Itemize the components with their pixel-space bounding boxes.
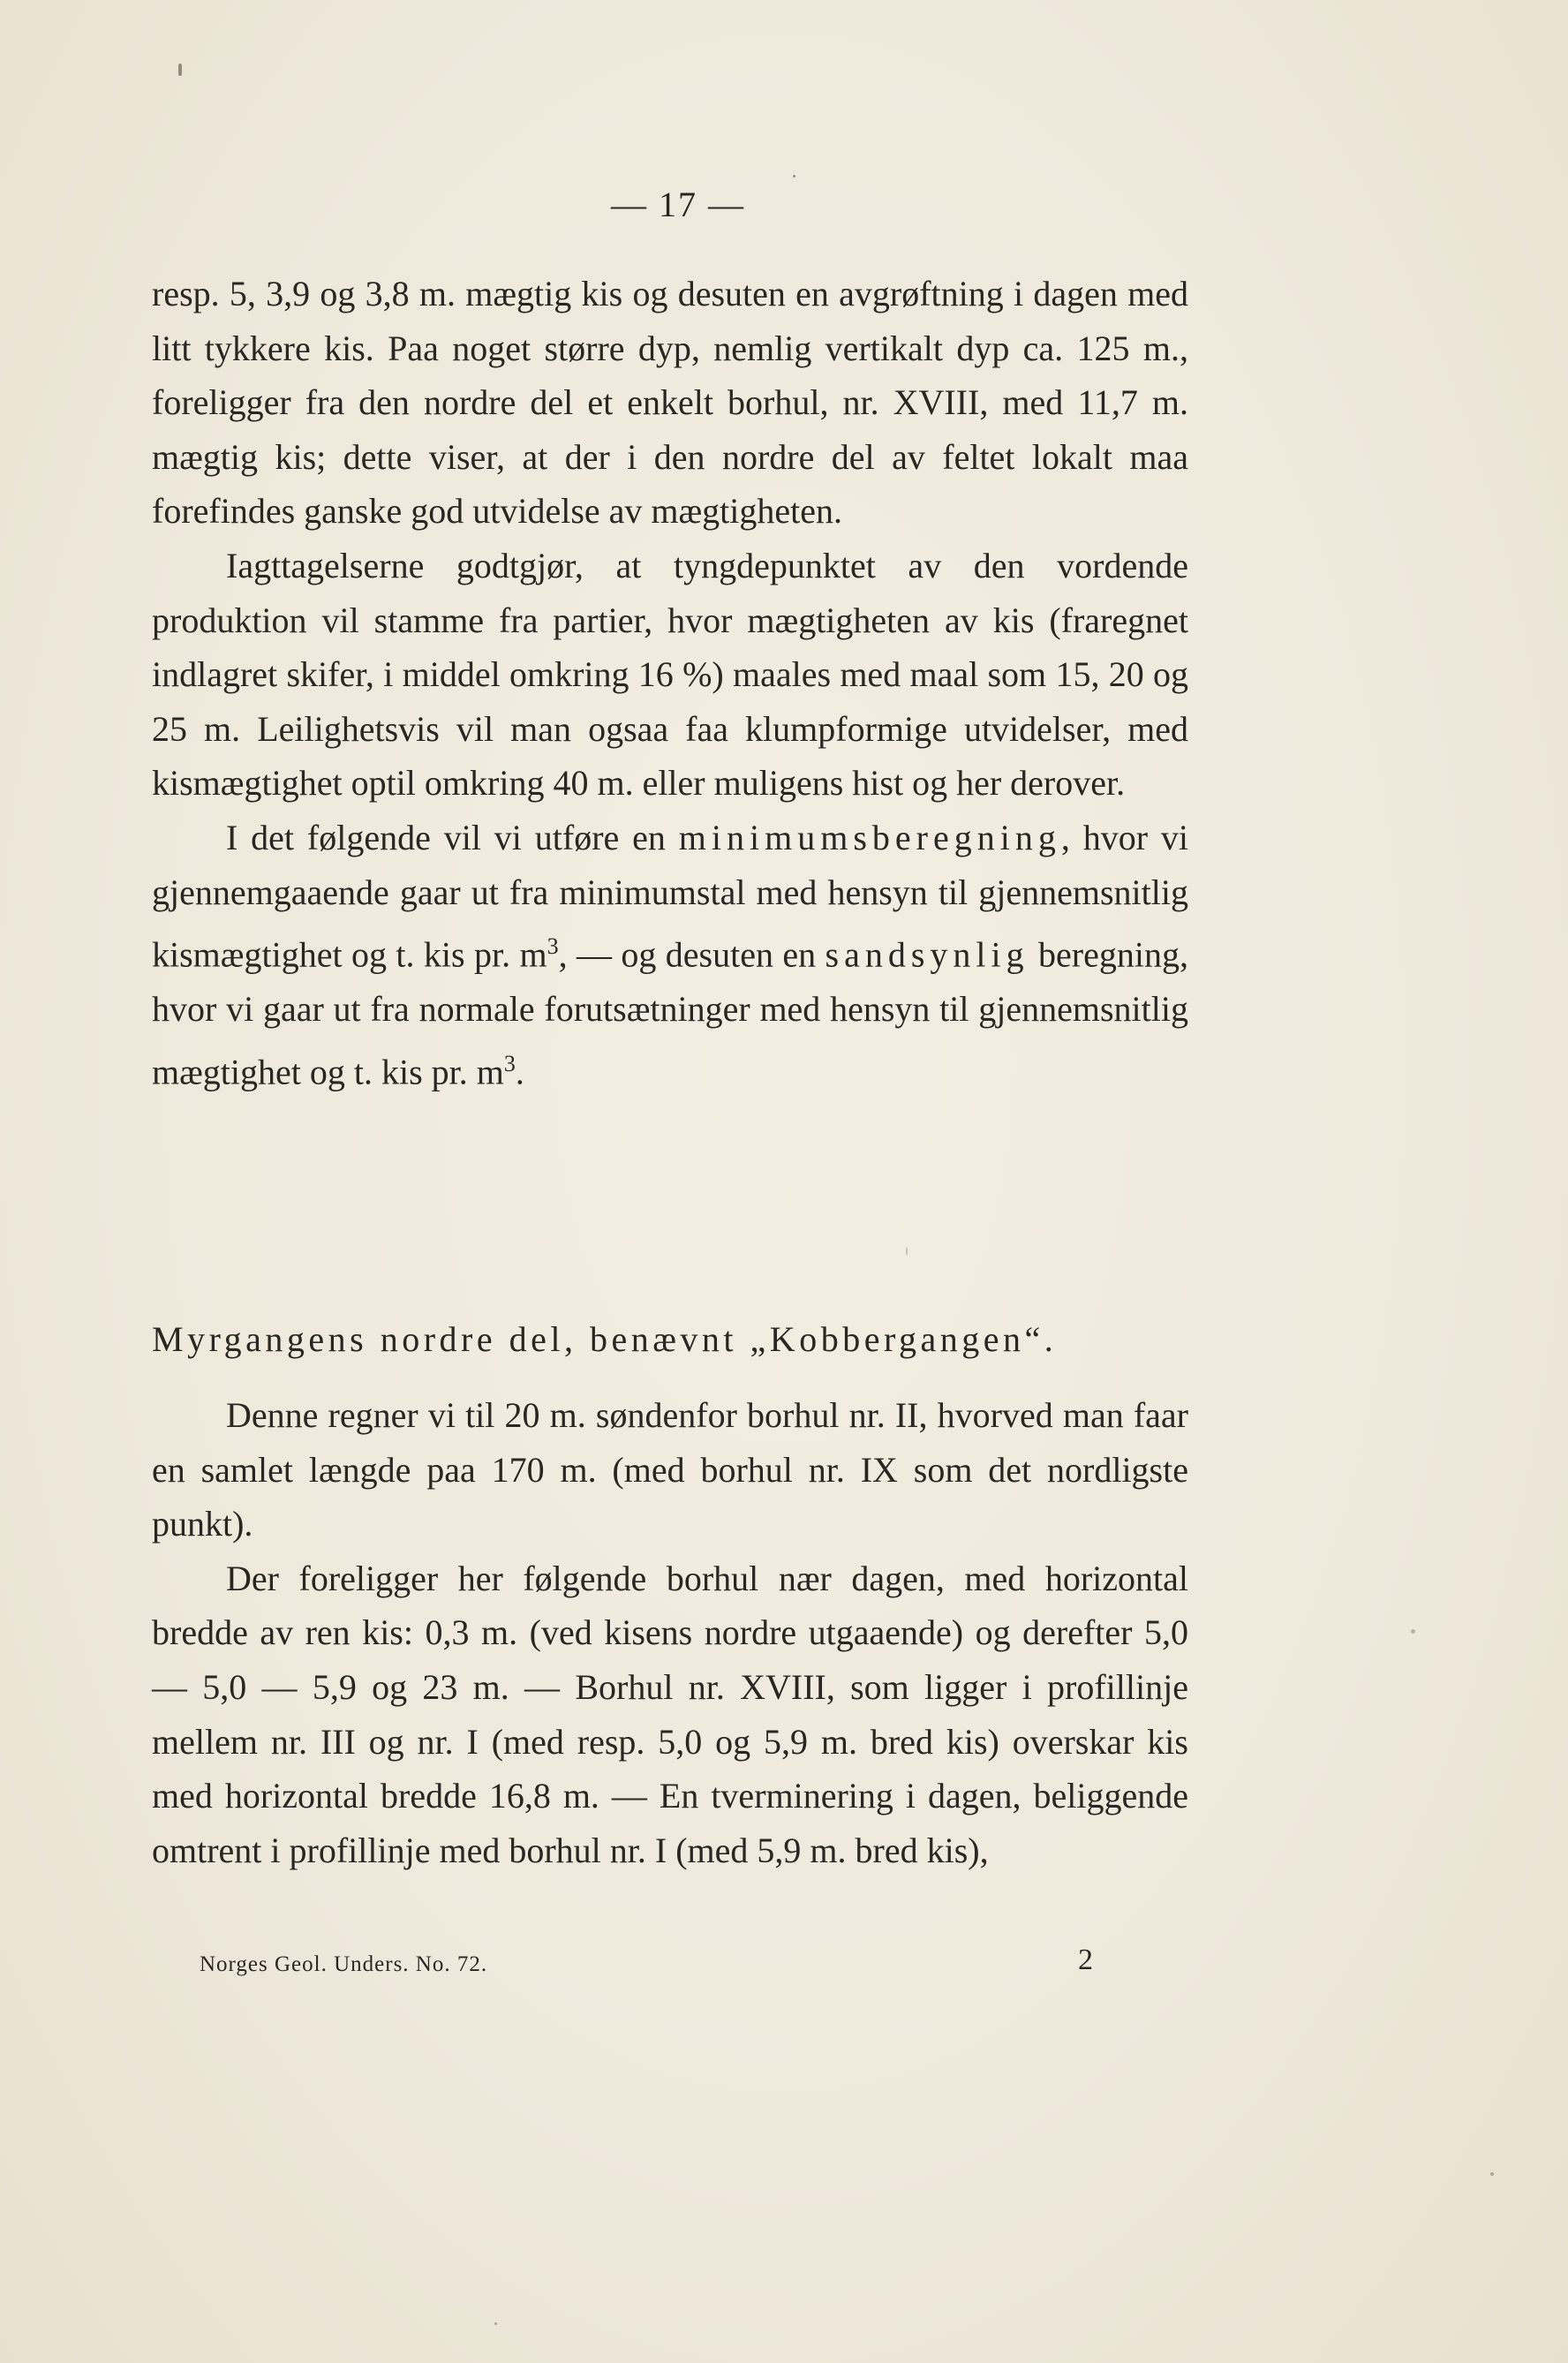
paragraph-5: Der foreligger her følgende borhul nær dagen, med horizontal bredde av ren kis: 0,3 m. (ved kisens nordre utgaaende) og derefter 5,0 — 5,0 — 5,9 og 23 m. — Borhul nr. XVIII, som ligger i profillinje mellem nr. III og nr. I (med resp. 5,0 og 5,9 m. bred kis) overskar kis med horizontal bredde 16,8 m. — En tverminering i dagen, beliggende omtrent i profillinje med borhul nr. I (med 5,9 m. bred kis),	[152, 1558, 1188, 1870]
paragraph-3-text-5: .	[515, 1051, 524, 1091]
page-number: — 17 —	[611, 185, 745, 224]
body-text-top	[152, 267, 1188, 1099]
paper-speck	[178, 64, 182, 76]
paragraph-3-text-4: beregning, hvor vi gaar ut fra normale forutsætninger med hensyn til gjennemsnitlig mægtighet og t. kis pr. m	[152, 934, 1188, 1091]
superscript-3-second: 3	[503, 1050, 516, 1076]
paper-speck	[906, 1247, 908, 1256]
paragraph-3	[152, 811, 1188, 1099]
paragraph-1: resp. 5, 3,9 og 3,8 m. mægtig kis og desuten en avgrøftning i dagen med litt tykkere kis. Paa noget større dyp, nemlig vertikalt dyp ca. 125 m., foreligger fra den nordre del et enkelt borhul, nr. XVIII, med 11,7 m. mægtig kis; dette viser, at der i den nordre del av feltet lokalt maa forefindes ganske god utvidelse av mægtigheten.	[152, 274, 1188, 532]
emphasis-minimumsberegning: minimumsberegning	[678, 817, 1061, 857]
paragraph-3-text-3: , — og desuten en	[558, 934, 825, 975]
paragraph-4: Denne regner vi til 20 m. søndenfor borhul nr. II, hvorved man faar en samlet længde paa 170 m. (med borhul nr. IX som det nordligste punkt).	[152, 1395, 1188, 1544]
paper-speck	[793, 175, 795, 177]
emphasis-sandsynlig: sandsynlig	[825, 934, 1029, 975]
footer-signature-mark: 2	[1078, 1944, 1093, 1976]
paper-speck	[494, 2322, 497, 2325]
paragraph-3-text-2: , hvor vi gjennemgaaende gaar ut fra minimumstal med hensyn til gjennemsnitlig kismægtighet og t. kis pr. m	[152, 817, 1188, 975]
paragraph-3-text-1: I det følgende vil vi utføre en	[226, 817, 679, 857]
footer-publication: Norges Geol. Unders. No. 72.	[200, 1952, 488, 1976]
paragraph-2: Iagttagelserne godtgjør, at tyngdepunktet av den vordende produktion vil stamme fra partier, hvor mægtigheten av kis (fraregnet indlagret skifer, i middel omkring 16 %) maales med maal som 15, 20 og 25 m. Leilighetsvis vil man ogsaa faa klumpformige utvidelser, med kismægtighet optil omkring 40 m. eller muligens hist og her derover.	[152, 545, 1188, 804]
section-heading: Myrgangens nordre del, benævnt „Kobbergangen“.	[152, 1319, 1058, 1359]
body-text-bottom	[152, 1388, 1188, 1877]
paper-speck	[1411, 1629, 1415, 1634]
superscript-3: 3	[547, 933, 559, 960]
paper-speck	[1490, 2172, 1494, 2176]
